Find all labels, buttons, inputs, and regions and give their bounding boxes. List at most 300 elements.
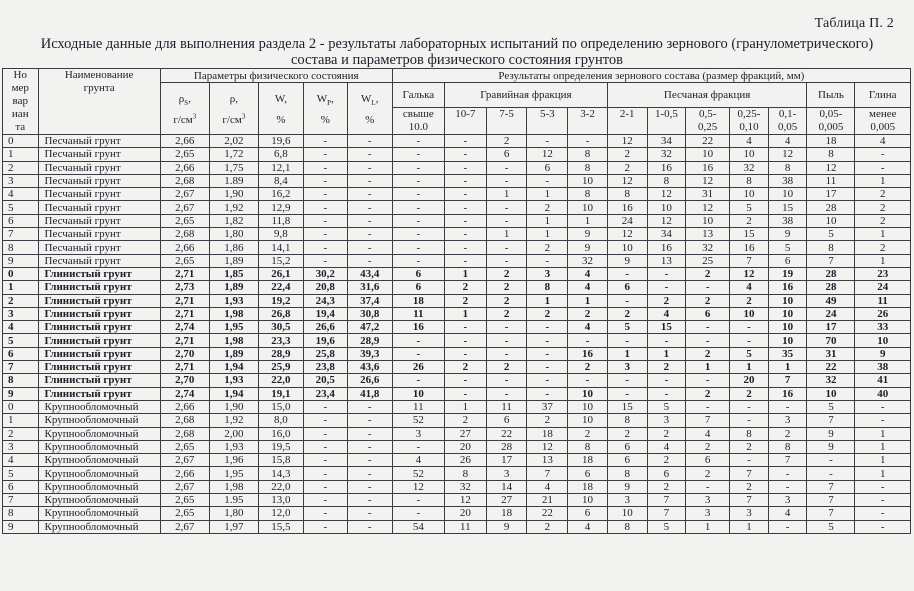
value-cell: 1,89 xyxy=(209,281,258,294)
value-cell: 1 xyxy=(486,228,527,241)
header-soil-name: Наименование грунта xyxy=(38,69,160,135)
value-cell: 19,5 xyxy=(258,440,303,453)
variant-number-cell: 2 xyxy=(3,294,39,307)
table-row xyxy=(3,148,911,161)
value-cell: - xyxy=(768,520,807,533)
value-cell: 22,0 xyxy=(258,374,303,387)
value-cell: 43,6 xyxy=(347,361,392,374)
value-cell: 4 xyxy=(647,307,686,320)
value-cell: 2 xyxy=(686,440,730,453)
value-cell: 1,75 xyxy=(209,161,258,174)
soil-name-cell: Крупнообломочный xyxy=(38,427,160,440)
value-cell: - xyxy=(527,347,568,360)
value-cell: 4 xyxy=(730,135,769,148)
value-cell: 2,70 xyxy=(160,374,209,387)
value-cell: - xyxy=(444,174,486,187)
value-cell: 2 xyxy=(607,307,647,320)
value-cell: - xyxy=(303,414,347,427)
value-cell: 2,68 xyxy=(160,414,209,427)
value-cell: 6 xyxy=(607,281,647,294)
value-cell: - xyxy=(647,387,686,400)
value-cell: 19 xyxy=(768,267,807,280)
table-row xyxy=(3,361,911,374)
value-cell: 37,4 xyxy=(347,294,392,307)
value-cell: 15,2 xyxy=(258,254,303,267)
value-cell: - xyxy=(527,334,568,347)
soil-name-cell: Крупнообломочный xyxy=(38,494,160,507)
value-cell: - xyxy=(486,347,527,360)
value-cell: - xyxy=(730,414,769,427)
value-cell: 2 xyxy=(768,427,807,440)
value-cell: 26 xyxy=(392,361,444,374)
fraction-header-6: 1-0,5 xyxy=(647,108,686,135)
value-cell: 4 xyxy=(392,454,444,467)
value-cell: 8 xyxy=(647,174,686,187)
value-cell: 1,96 xyxy=(209,454,258,467)
value-cell: 10 xyxy=(568,494,608,507)
value-cell: 4 xyxy=(568,281,608,294)
value-cell: 27 xyxy=(444,427,486,440)
soil-name-cell: Глинистый грунт xyxy=(38,374,160,387)
value-cell: - xyxy=(444,387,486,400)
value-cell: 1,98 xyxy=(209,307,258,320)
value-cell: 12 xyxy=(686,201,730,214)
value-cell: 41,8 xyxy=(347,387,392,400)
value-cell: 10 xyxy=(568,387,608,400)
header-dust: Пыль xyxy=(807,83,855,108)
value-cell: 8 xyxy=(568,161,608,174)
value-cell: 10 xyxy=(686,148,730,161)
value-cell: 25,9 xyxy=(258,361,303,374)
soil-name-cell: Глинистый грунт xyxy=(38,294,160,307)
value-cell: 12 xyxy=(768,148,807,161)
value-cell: - xyxy=(768,400,807,413)
value-cell: 23,4 xyxy=(303,387,347,400)
value-cell: 9 xyxy=(568,228,608,241)
table-row xyxy=(3,480,911,493)
value-cell: 12 xyxy=(686,174,730,187)
value-cell: 1,72 xyxy=(209,148,258,161)
table-row xyxy=(3,440,911,453)
value-cell: 10 xyxy=(568,201,608,214)
soil-name-cell: Глинистый грунт xyxy=(38,267,160,280)
value-cell: 43,4 xyxy=(347,267,392,280)
value-cell: - xyxy=(444,214,486,227)
value-cell: 10 xyxy=(607,241,647,254)
value-cell: 3 xyxy=(486,467,527,480)
value-cell: - xyxy=(607,374,647,387)
value-cell: 2 xyxy=(730,214,769,227)
value-cell: 9 xyxy=(607,254,647,267)
value-cell: 35 xyxy=(768,347,807,360)
value-cell: 31 xyxy=(686,188,730,201)
table-row xyxy=(3,267,911,280)
value-cell: - xyxy=(392,494,444,507)
value-cell: 20 xyxy=(730,374,769,387)
value-cell: 3 xyxy=(686,507,730,520)
fraction-header-4: 3-2 xyxy=(568,108,608,135)
value-cell: 7 xyxy=(768,454,807,467)
value-cell: 11,8 xyxy=(258,214,303,227)
value-cell: - xyxy=(347,507,392,520)
value-cell: 1.89 xyxy=(209,174,258,187)
value-cell: 38 xyxy=(768,174,807,187)
variant-number-cell: 9 xyxy=(3,520,39,533)
value-cell: - xyxy=(527,387,568,400)
value-cell: 2 xyxy=(444,281,486,294)
value-cell: 2 xyxy=(527,307,568,320)
value-cell: 3 xyxy=(607,494,647,507)
value-cell: 10 xyxy=(730,307,769,320)
value-cell: - xyxy=(527,135,568,148)
value-cell: 1,90 xyxy=(209,400,258,413)
value-cell: 7 xyxy=(807,254,855,267)
soil-name-cell: Песчаный грунт xyxy=(38,228,160,241)
value-cell: 15 xyxy=(607,400,647,413)
value-cell: 5 xyxy=(807,228,855,241)
value-cell: 16 xyxy=(647,241,686,254)
value-cell: 16 xyxy=(392,321,444,334)
value-cell: 8 xyxy=(607,414,647,427)
table-row xyxy=(3,307,911,320)
value-cell: 1 xyxy=(607,347,647,360)
value-cell: - xyxy=(303,148,347,161)
value-cell: - xyxy=(444,254,486,267)
value-cell: 18 xyxy=(807,135,855,148)
value-cell: 12 xyxy=(527,148,568,161)
table-row xyxy=(3,427,911,440)
value-cell: 20 xyxy=(444,440,486,453)
value-cell: 6 xyxy=(568,507,608,520)
value-cell: 26,6 xyxy=(347,374,392,387)
soil-name-cell: Песчаный грунт xyxy=(38,214,160,227)
value-cell: 2,65 xyxy=(160,254,209,267)
header-rho-s: $\rho_S$, $г/см^3$ xyxy=(160,83,209,135)
value-cell: 22 xyxy=(807,361,855,374)
value-cell: 3 xyxy=(730,507,769,520)
header-galka: Галька xyxy=(392,83,444,108)
value-cell: 24 xyxy=(807,307,855,320)
value-cell: 31 xyxy=(807,347,855,360)
table-row xyxy=(3,454,911,467)
value-cell: 7 xyxy=(807,414,855,427)
value-cell: 32 xyxy=(686,241,730,254)
value-cell: 1 xyxy=(527,294,568,307)
value-cell: 13 xyxy=(527,454,568,467)
value-cell: 4 xyxy=(647,440,686,453)
value-cell: 10 xyxy=(768,294,807,307)
value-cell: 1 xyxy=(568,214,608,227)
value-cell: - xyxy=(527,321,568,334)
value-cell: 34 xyxy=(647,135,686,148)
title-line-2: состава и параметров физического состояния грунтов xyxy=(290,52,624,68)
header-gravel: Гравийная фракция xyxy=(444,83,607,108)
value-cell: 9 xyxy=(768,228,807,241)
value-cell: 4 xyxy=(527,480,568,493)
variant-number-cell: 5 xyxy=(3,201,39,214)
value-cell: - xyxy=(686,321,730,334)
value-cell: 3 xyxy=(686,494,730,507)
value-cell: 26,8 xyxy=(258,307,303,320)
value-cell: 24 xyxy=(607,214,647,227)
value-cell: 2 xyxy=(444,294,486,307)
value-cell: - xyxy=(303,520,347,533)
value-cell: - xyxy=(768,467,807,480)
value-cell: - xyxy=(486,321,527,334)
value-cell: - xyxy=(392,188,444,201)
value-cell: 2 xyxy=(486,281,527,294)
value-cell: - xyxy=(392,174,444,187)
value-cell: 18 xyxy=(568,480,608,493)
value-cell: 2 xyxy=(527,414,568,427)
value-cell: - xyxy=(347,494,392,507)
value-cell: 3 xyxy=(647,414,686,427)
value-cell: 2,71 xyxy=(160,334,209,347)
soil-name-cell: Глинистый грунт xyxy=(38,387,160,400)
value-cell: 49 xyxy=(807,294,855,307)
value-cell: 2,68 xyxy=(160,174,209,187)
value-cell: 2,74 xyxy=(160,321,209,334)
value-cell: 5 xyxy=(768,241,807,254)
value-cell: - xyxy=(392,148,444,161)
value-cell: - xyxy=(347,254,392,267)
value-cell: 1 xyxy=(444,400,486,413)
value-cell: 3 xyxy=(768,414,807,427)
value-cell: 4 xyxy=(855,135,911,148)
value-cell: 10 xyxy=(568,400,608,413)
value-cell: 2 xyxy=(730,294,769,307)
variant-number-cell: 8 xyxy=(3,507,39,520)
value-cell: 7 xyxy=(527,467,568,480)
value-cell: 9 xyxy=(607,480,647,493)
value-cell: 8 xyxy=(768,161,807,174)
value-cell: 1 xyxy=(686,361,730,374)
value-cell: 11 xyxy=(855,294,911,307)
value-cell: 2,65 xyxy=(160,214,209,227)
soil-name-cell: Крупнообломочный xyxy=(38,400,160,413)
value-cell: 15,0 xyxy=(258,400,303,413)
value-cell: 8 xyxy=(527,281,568,294)
value-cell: - xyxy=(730,454,769,467)
value-cell: 2,67 xyxy=(160,454,209,467)
value-cell: 1 xyxy=(855,440,911,453)
value-cell: 4 xyxy=(568,321,608,334)
value-cell: 14 xyxy=(486,480,527,493)
value-cell: 1 xyxy=(647,347,686,360)
value-cell: 19,6 xyxy=(303,334,347,347)
table-row xyxy=(3,214,911,227)
value-cell: 2,67 xyxy=(160,480,209,493)
table-row xyxy=(3,347,911,360)
value-cell: 2 xyxy=(607,161,647,174)
value-cell: 16,0 xyxy=(258,427,303,440)
value-cell: 12,0 xyxy=(258,507,303,520)
variant-number-cell: 8 xyxy=(3,241,39,254)
variant-number-cell: 5 xyxy=(3,467,39,480)
table-row xyxy=(3,174,911,187)
value-cell: 28 xyxy=(486,440,527,453)
value-cell: - xyxy=(686,334,730,347)
value-cell: - xyxy=(303,241,347,254)
variant-number-cell: 6 xyxy=(3,347,39,360)
value-cell: 12,1 xyxy=(258,161,303,174)
value-cell: 1,80 xyxy=(209,228,258,241)
value-cell: - xyxy=(303,400,347,413)
value-cell: 1,89 xyxy=(209,347,258,360)
value-cell: 14,3 xyxy=(258,467,303,480)
value-cell: - xyxy=(347,228,392,241)
soil-name-cell: Глинистый грунт xyxy=(38,281,160,294)
value-cell: 1 xyxy=(730,361,769,374)
value-cell: 38 xyxy=(768,214,807,227)
value-cell: 30,2 xyxy=(303,267,347,280)
table-row xyxy=(3,400,911,413)
fraction-header-2: 7-5 xyxy=(486,108,527,135)
soil-name-cell: Крупнообломочный xyxy=(38,520,160,533)
value-cell: 7 xyxy=(647,507,686,520)
value-cell: 10 xyxy=(855,334,911,347)
value-cell: 40 xyxy=(855,387,911,400)
value-cell: - xyxy=(647,267,686,280)
value-cell: - xyxy=(647,374,686,387)
value-cell: 1 xyxy=(730,520,769,533)
value-cell: - xyxy=(527,374,568,387)
value-cell: 33 xyxy=(855,321,911,334)
value-cell: 1 xyxy=(486,188,527,201)
value-cell: - xyxy=(347,480,392,493)
header-rho: ρ, $г/см^3$ xyxy=(209,83,258,135)
value-cell: 1,94 xyxy=(209,361,258,374)
fraction-header-7: 0,5- 0,25 xyxy=(686,108,730,135)
soil-name-cell: Песчаный грунт xyxy=(38,174,160,187)
value-cell: - xyxy=(444,241,486,254)
variant-number-cell: 5 xyxy=(3,334,39,347)
value-cell: 9,8 xyxy=(258,228,303,241)
value-cell: - xyxy=(392,374,444,387)
soil-name-cell: Глинистый грунт xyxy=(38,321,160,334)
value-cell: - xyxy=(347,148,392,161)
value-cell: - xyxy=(568,374,608,387)
value-cell: 12 xyxy=(730,267,769,280)
value-cell: 19,4 xyxy=(303,307,347,320)
value-cell: 4 xyxy=(568,520,608,533)
value-cell: 1,92 xyxy=(209,414,258,427)
value-cell: 10 xyxy=(768,321,807,334)
value-cell: 1,95 xyxy=(209,467,258,480)
value-cell: 7 xyxy=(807,494,855,507)
table-row xyxy=(3,467,911,480)
soil-name-cell: Крупнообломочный xyxy=(38,414,160,427)
value-cell: 7 xyxy=(730,254,769,267)
value-cell: - xyxy=(444,135,486,148)
variant-number-cell: 4 xyxy=(3,454,39,467)
value-cell: 10 xyxy=(568,414,608,427)
value-cell: - xyxy=(392,161,444,174)
value-cell: - xyxy=(607,267,647,280)
value-cell: 4 xyxy=(730,281,769,294)
value-cell: 11 xyxy=(444,520,486,533)
value-cell: - xyxy=(347,241,392,254)
value-cell: 10 xyxy=(807,214,855,227)
value-cell: - xyxy=(486,214,527,227)
fraction-header-5: 2-1 xyxy=(607,108,647,135)
value-cell: 1 xyxy=(444,267,486,280)
value-cell: 2,66 xyxy=(160,400,209,413)
value-cell: 17 xyxy=(486,454,527,467)
value-cell: 26,1 xyxy=(258,267,303,280)
table-row xyxy=(3,241,911,254)
value-cell: 10 xyxy=(807,387,855,400)
value-cell: - xyxy=(686,281,730,294)
value-cell: 2 xyxy=(730,480,769,493)
value-cell: 2 xyxy=(855,188,911,201)
value-cell: 10 xyxy=(768,334,807,347)
header-clay: Глина xyxy=(855,83,911,108)
value-cell: 9 xyxy=(568,241,608,254)
value-cell: - xyxy=(303,214,347,227)
value-cell: - xyxy=(444,148,486,161)
value-cell: 2,71 xyxy=(160,307,209,320)
value-cell: 5 xyxy=(647,400,686,413)
value-cell: 1,85 xyxy=(209,267,258,280)
value-cell: 2,71 xyxy=(160,267,209,280)
value-cell: 8 xyxy=(607,467,647,480)
variant-number-cell: 6 xyxy=(3,214,39,227)
value-cell: 2,00 xyxy=(209,427,258,440)
value-cell: 1 xyxy=(768,361,807,374)
value-cell: - xyxy=(807,454,855,467)
value-cell: - xyxy=(392,347,444,360)
value-cell: 28,9 xyxy=(258,347,303,360)
header-sand: Песчаная фракция xyxy=(607,83,807,108)
value-cell: 2 xyxy=(607,148,647,161)
value-cell: - xyxy=(303,161,347,174)
value-cell: 1 xyxy=(527,228,568,241)
value-cell: 8 xyxy=(730,427,769,440)
variant-number-cell: 9 xyxy=(3,387,39,400)
value-cell: - xyxy=(444,201,486,214)
value-cell: - xyxy=(303,135,347,148)
table-row xyxy=(3,294,911,307)
value-cell: 15 xyxy=(647,321,686,334)
value-cell: 2 xyxy=(647,454,686,467)
value-cell: 2,66 xyxy=(160,241,209,254)
value-cell: - xyxy=(807,467,855,480)
value-cell: 16 xyxy=(768,387,807,400)
value-cell: - xyxy=(347,467,392,480)
value-cell: - xyxy=(607,387,647,400)
value-cell: 2 xyxy=(730,387,769,400)
value-cell: - xyxy=(347,174,392,187)
value-cell: 16 xyxy=(686,161,730,174)
value-cell: 8 xyxy=(607,520,647,533)
value-cell: - xyxy=(347,400,392,413)
value-cell: 12 xyxy=(527,440,568,453)
value-cell: 31,6 xyxy=(347,281,392,294)
value-cell: 1,86 xyxy=(209,241,258,254)
value-cell: 19,2 xyxy=(258,294,303,307)
value-cell: 34 xyxy=(647,228,686,241)
value-cell: 2,71 xyxy=(160,361,209,374)
value-cell: 22,4 xyxy=(258,281,303,294)
value-cell: 23,3 xyxy=(258,334,303,347)
value-cell: 1 xyxy=(444,307,486,320)
value-cell: - xyxy=(486,387,527,400)
value-cell: 2 xyxy=(647,427,686,440)
soil-name-cell: Глинистый грунт xyxy=(38,307,160,320)
table-row xyxy=(3,254,911,267)
value-cell: 22,0 xyxy=(258,480,303,493)
